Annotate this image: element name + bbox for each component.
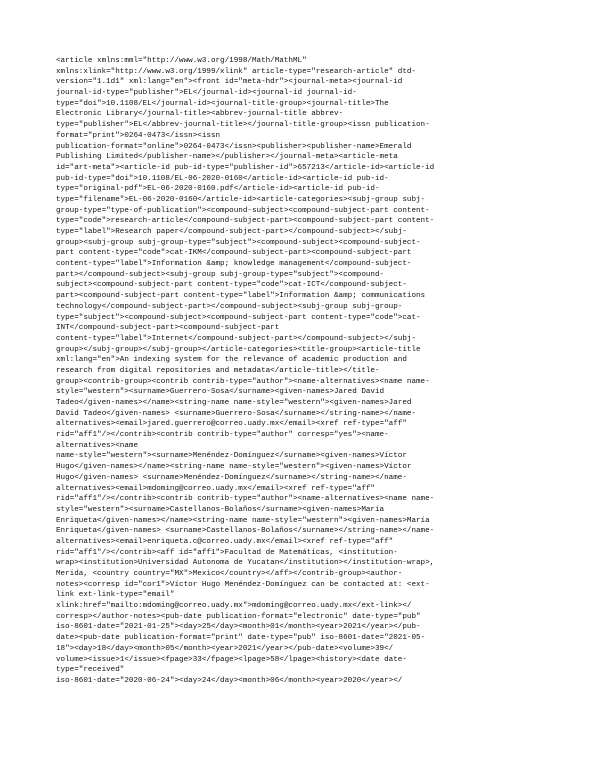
xml-text-line: iso-8601-date="2020-06-24"><day>24</day><month>06</month><year>2020</year></ (56, 676, 403, 685)
xml-text-line: corresp></author-notes><pub-date publication-format="electronic" date-type="pub" (56, 612, 421, 621)
xml-text-line: alternatives><email>mdoming@correo.uady.mx</email><xref ref-type="aff" (56, 484, 375, 493)
xml-text-line: version="1.1d1" xml:lang="en"><front id="meta-hdr"><journal-meta><journal-id (56, 78, 403, 87)
xml-text-line: Tadeo</given-names></name><string-name name-style="western"><given-names>Jared (56, 399, 412, 407)
xml-text-line: alternatives><email>enriqueta.c@correo.uady.mx</email><xref ref-type="aff" (56, 537, 394, 546)
xml-text-line: type="received" (56, 666, 125, 675)
xml-text-line: rid="aff1"/></contrib><contrib contrib-type="author" corresp="yes"><name- (56, 431, 389, 440)
xml-text-line: group><subj-group subj-group-type="subject"><compound-subject><compound-subject- (56, 238, 421, 247)
xml-text-line: type="publisher">EL</abbrev-journal-title></journal-title-group><issn publication- (56, 121, 430, 130)
xml-text-line: id="art-meta"><article-id pub-id-type="publisher-id">657213</article-id><article-id (56, 163, 435, 172)
xml-text-line: Hugo</given-names></name><string-name name-style="western"><given-names>Víctor (56, 463, 412, 472)
xml-text-line: notes><corresp id="cor1">Víctor Hugo Menéndez-Domínguez can be contacted at: <ext- (56, 580, 430, 589)
xml-text-line: style="western"><surname>Guerrero-Sosa</surname><given-names>Jared David (56, 388, 385, 397)
xml-text-line: xlink:href="mailto:mdoming@correo.uady.mx">mdoming@correo.uady.mx</ext-link></ (56, 602, 412, 611)
xml-text-line: type="label">Research paper</compound-subject-part></compound-subject></subj- (56, 228, 407, 236)
xml-text-line: type="code">research-article</compound-subject-part><compound-subject-part content- (56, 217, 435, 226)
xml-text-line: link ext-link-type="email" (56, 591, 175, 600)
xml-text-line: Hugo</given-names> <surname>Menéndez-Domínguez</surname></string-name></name- (56, 473, 407, 482)
xml-text-line: Electronic Library</journal-title><abbrev-journal-title abbrev- (56, 110, 344, 119)
xml-text-line: Merida, <country country="MX">Mexico</country></aff></contrib-group><author- (56, 570, 403, 578)
xml-text-line: part></compound-subject><subj-group subj-group-type="subject"><compound- (56, 270, 385, 279)
xml-text-line: content-type="label">Internet</compound-subject-part></compound-subject></subj- (56, 334, 417, 343)
xml-text-line: publication-format="online">0264-0473</issn><publisher><publisher-name>Emerald (56, 142, 412, 151)
xml-text-line: subject><compound-subject-part content-type="code">cat-ICT</compound-subject- (56, 281, 407, 290)
xml-text-line: INT</compound-subject-part><compound-subject-part (56, 324, 280, 333)
xml-text-line: iso-8601-date="2021-01-25"><day>25</day><month>01</month><year>2021</year></pub- (56, 623, 421, 632)
xml-text-line: alternatives><name (56, 441, 139, 450)
xml-text-line: Publishing Limited</publisher-name></publisher></journal-meta><article-meta (56, 153, 398, 162)
xml-text-line: type="filename">EL-06-2020-0160</article-id><article-categories><subj-group subj- (56, 195, 426, 204)
xml-text-line: xmlns:xlink="http://www.w3.org/1999/xlink" article-type="research-article" dtd- (56, 67, 417, 76)
xml-text-line: alternatives><email>jared.guerrero@correo.uady.mx</email><xref ref-type="aff" (56, 420, 407, 429)
xml-text-line: journal-id-type="publisher">EL</journal-id><journal-id journal-id- (56, 89, 357, 98)
xml-text-line: type="subject"><compound-subject><compound-subject-part content-type="code">cat- (56, 313, 421, 322)
xml-text-line: part content-type="code">cat-IKM</compound-subject-part><compound-subject-part (56, 249, 412, 258)
xml-text-line: 18"><day>18</day><month>05</month><year>2021</year></pub-date><volume>39</ (56, 644, 394, 653)
xml-text-line: rid="aff1"/></contrib><aff id="aff1">Facultad de Matemáticas, <institution- (56, 548, 398, 557)
xml-text-line: <article xmlns:mml="http://www.w3.org/1998/Math/MathML" (56, 57, 307, 65)
xml-text-line: part><compound-subject-part content-type="label">Information &amp; communications (56, 292, 426, 301)
xml-text-line: volume><issue>1</issue><fpage>33</fpage><lpage>58</lpage><history><date date- (56, 655, 407, 664)
xml-text-line: type="doi">10.1108/EL</journal-id><journal-title-group><journal-title>The (56, 99, 389, 108)
xml-text-line: rid="aff1"/></contrib><contrib contrib-type="author"><name-alternatives><name name- (56, 495, 435, 504)
xml-text-line: David Tadeo</given-names> <surname>Guerrero-Sosa</surname></string-name></name- (56, 409, 417, 418)
xml-text-line: wrap><institution>Universidad Autonoma de Yucatan</institution></institution-wrap>, (56, 559, 435, 568)
xml-text-line: content-type="label">Information &amp; knowledge management</compound-subject- (56, 260, 412, 269)
xml-text-line: Enriqueta</given-names></name><string-name name-style="western"><given-names>María (56, 516, 430, 525)
xml-text-line: format="print">0264-0473</issn><issn (56, 131, 221, 140)
xml-source-page (56, 56, 556, 687)
xml-text-line: group><contrib-group><contrib contrib-type="author"><name-alternatives><name name- (56, 377, 430, 386)
xml-text-body (56, 56, 556, 687)
xml-text-line: Enriqueta</given-names> <surname>Castellanos-Bolaños</surname></string-name></name- (56, 527, 435, 536)
xml-text-line: group-type="type-of-publication"><compound-subject><compound-subject-part content- (56, 206, 430, 215)
xml-text-line: group></subj-group></subj-group></article-categories><title-group><article-title (56, 345, 421, 354)
xml-text-line: style="western"><surname>Castellanos-Bolaños</surname><given-names>María (56, 505, 385, 514)
xml-text-line: technology</compound-subject-part></compound-subject><subj-group subj-group- (56, 302, 403, 311)
xml-text-line: type="original-pdf">EL-06-2020-0160.pdf</article-id><article-id pub-id- (56, 185, 380, 194)
xml-text-line: xml:lang="en">An indexing system for the relevance of academic production and (56, 356, 407, 365)
xml-text-line: name-style="western"><surname>Menéndez-Domínguez</surname><given-names>Víctor (56, 452, 407, 461)
xml-text-line: research from digital repositories and metadata</article-title></title- (56, 366, 380, 375)
xml-text-line: pub-id-type="doi">10.1108/EL-06-2020-0160</article-id><article-id pub-id- (56, 174, 389, 183)
xml-text-line: date><pub-date publication-format="print" date-type="pub" iso-8601-date="2021-05- (56, 634, 426, 643)
